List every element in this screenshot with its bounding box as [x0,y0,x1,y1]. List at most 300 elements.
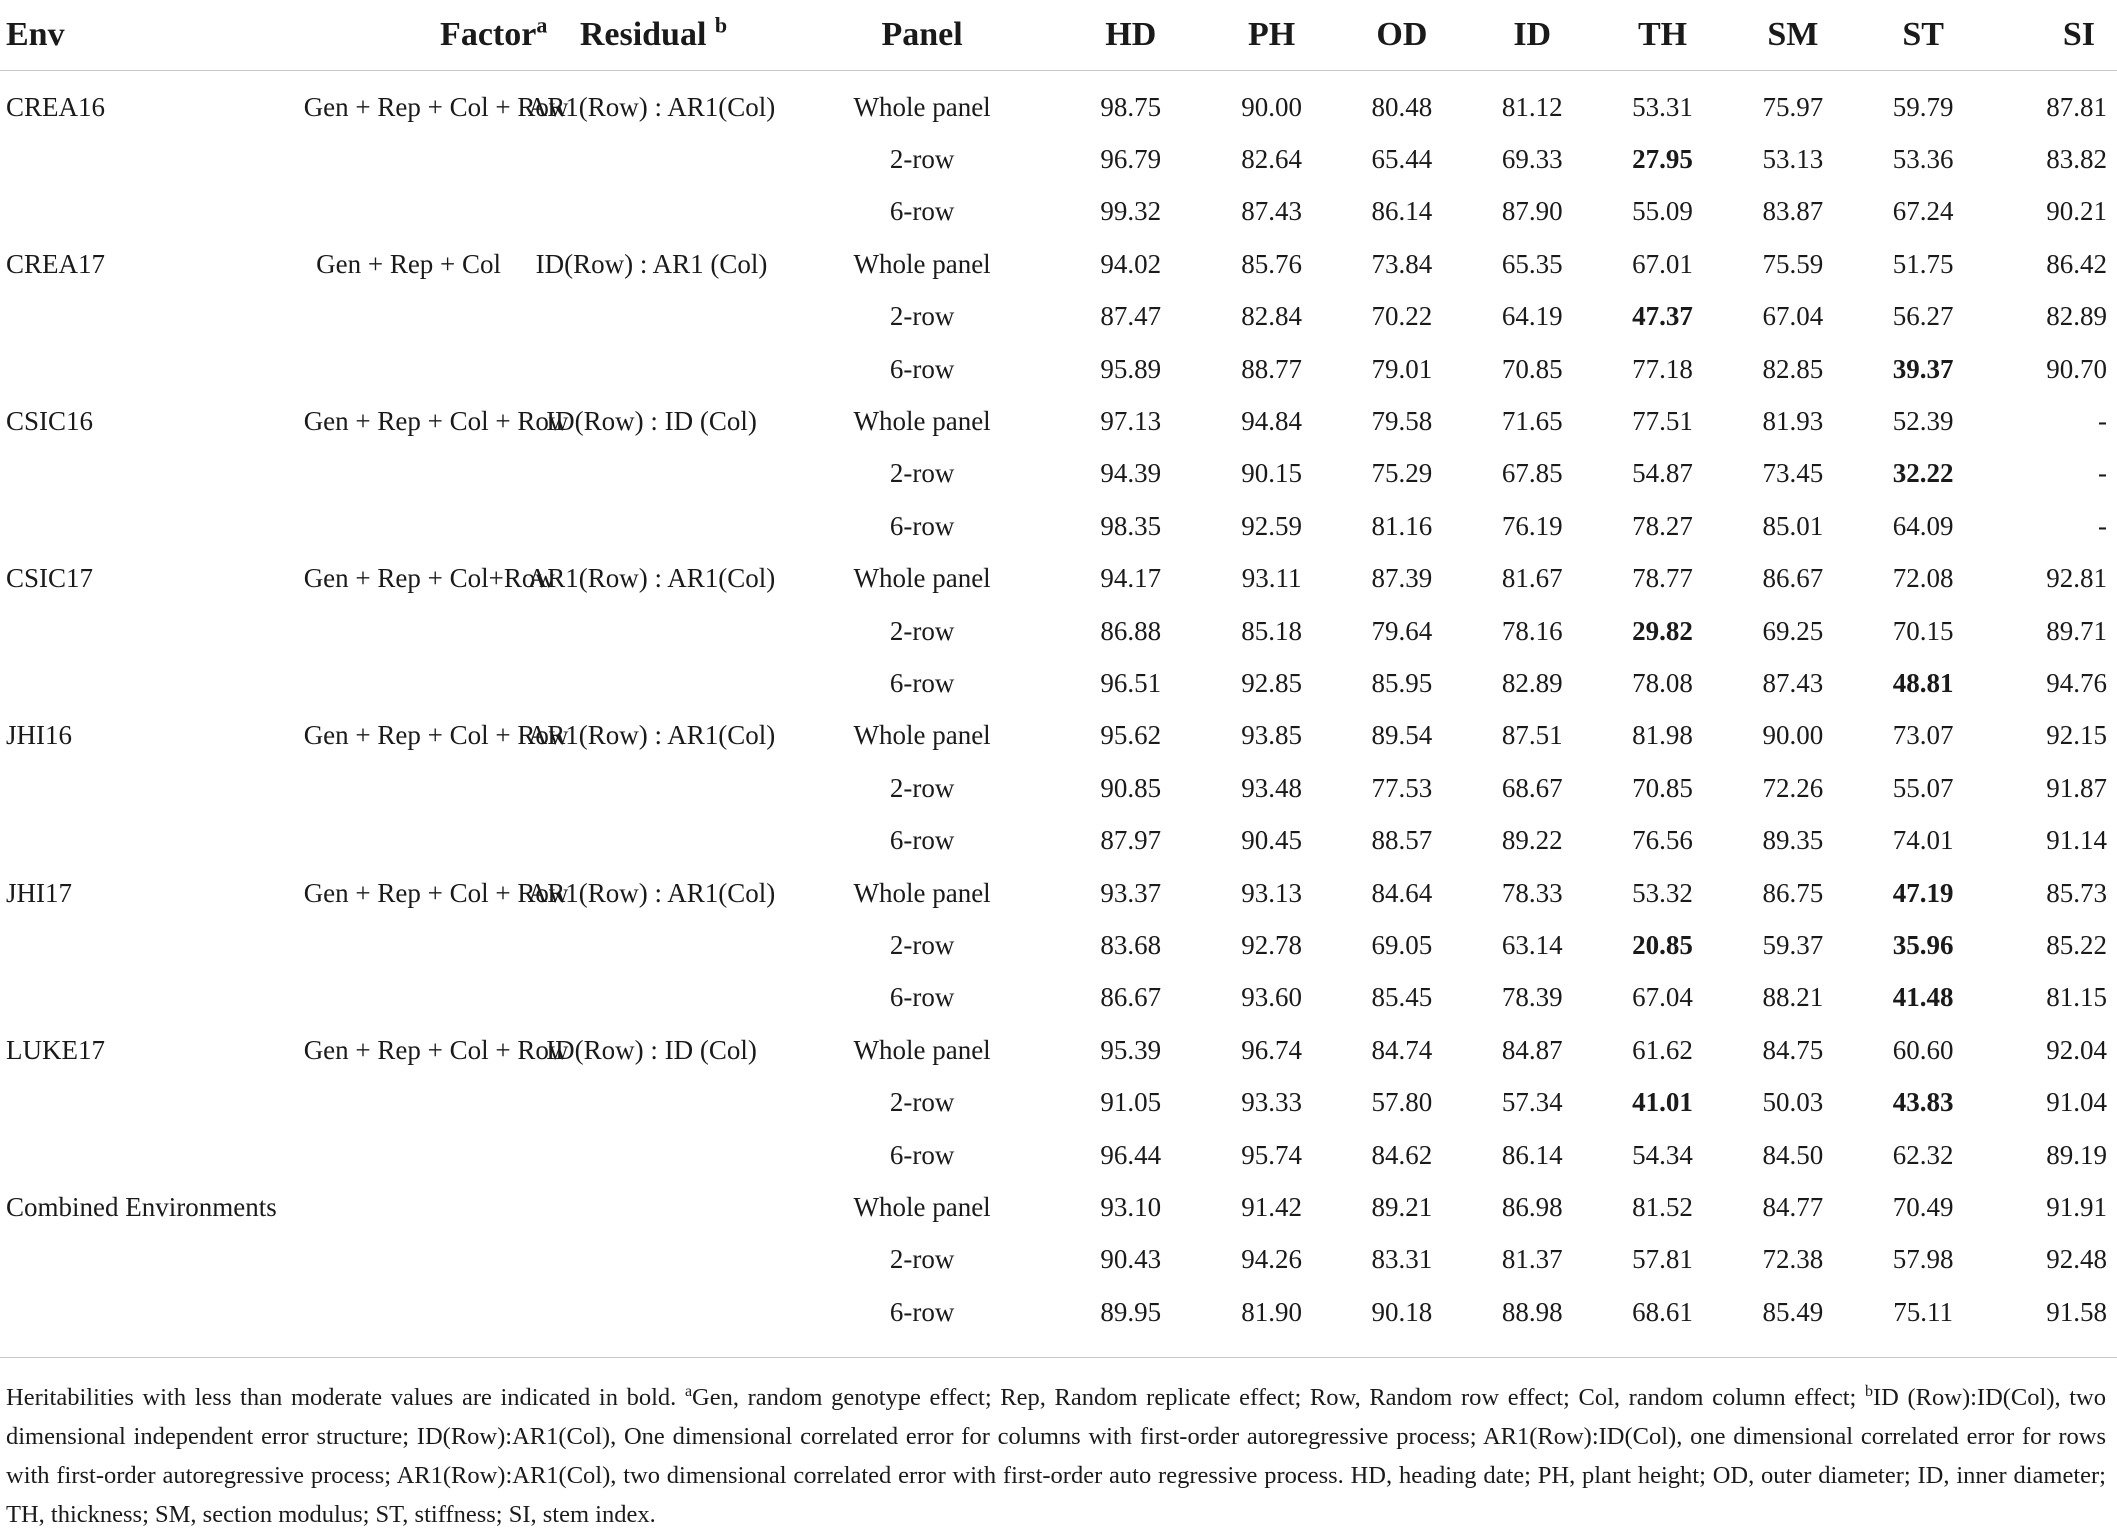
header-panel: Panel [790,0,1055,71]
residual-cell [514,762,790,814]
value-cell: 95.74 [1241,1139,1302,1170]
value-cell: 57.80 [1371,1087,1433,1118]
value-cell: 87.43 [1241,196,1302,227]
residual-cell [514,605,790,657]
factor-cell [304,291,514,343]
value-cell: 90.85 [1100,772,1162,803]
value-cell: 53.13 [1762,144,1824,175]
value-cell: 74.01 [1892,825,1954,856]
footnote-text: Gen, random genotype effect; Rep, Random replicate effect; Row, Random row effect; Col, random column effect; [692,1384,1866,1411]
env-cell [0,1234,304,1286]
factor-cell [304,657,514,709]
value-cell: 91.42 [1241,1191,1302,1222]
factor-cell [304,1234,514,1286]
residual-cell: ID(Row) : ID (Col) [546,406,757,437]
factor-cell [304,919,514,971]
panel-cell: 6-row [889,353,955,384]
value-cell: 83.31 [1371,1244,1433,1275]
value-cell: 87.39 [1371,563,1433,594]
residual-cell: ID(Row) : AR1 (Col) [535,248,768,279]
value-cell: 39.37 [1892,353,1954,384]
panel-cell: 6-row [889,196,955,227]
env-cell [0,343,304,395]
value-cell: 81.90 [1241,1296,1302,1327]
env-cell: CSIC16 [6,406,94,437]
value-cell: 86.67 [1762,563,1824,594]
value-cell: 91.04 [2046,1087,2107,1118]
table-row [0,343,2117,395]
value-cell: 82.85 [1762,353,1824,384]
factor-cell [304,1076,514,1128]
panel-cell: 2-row [889,1244,955,1275]
value-cell: 88.21 [1762,982,1824,1013]
value-cell: 59.37 [1762,929,1824,960]
value-cell: 59.79 [1892,91,1954,122]
env-cell: JHI17 [6,877,72,908]
residual-cell [514,291,790,343]
value-cell: 84.64 [1371,877,1433,908]
value-cell: 94.17 [1100,563,1162,594]
env-cell: CREA17 [6,248,106,279]
value-cell: 93.13 [1241,877,1302,908]
panel-cell: 6-row [889,982,955,1013]
value-cell: 81.37 [1501,1244,1563,1275]
value-cell: 69.05 [1371,929,1433,960]
residual-cell [514,919,790,971]
value-cell: 92.85 [1241,667,1302,698]
value-cell: 41.01 [1632,1087,1693,1118]
value-cell: 53.36 [1892,144,1954,175]
value-cell: 91.91 [2046,1191,2107,1222]
value-cell: 50.03 [1762,1087,1824,1118]
value-cell: 83.87 [1762,196,1824,227]
header-trait: SM [1728,0,1857,71]
value-cell: 67.04 [1632,982,1693,1013]
value-cell: 86.88 [1100,615,1162,646]
value-cell: 92.78 [1241,929,1302,960]
value-cell: 79.01 [1371,353,1433,384]
header-factor: Factor$^a$ [304,0,514,71]
value-cell: 78.08 [1632,667,1693,698]
header-trait: SI [1989,0,2117,71]
value-cell: 98.35 [1100,510,1162,541]
panel-cell: Whole panel [853,406,991,437]
value-cell: 60.60 [1892,1034,1954,1065]
env-cell [0,972,304,1024]
value-cell: 92.48 [2046,1244,2107,1275]
table-row [0,919,2117,971]
residual-cell [514,972,790,1024]
table-footnote [6,1378,2106,1534]
env-cell: JHI16 [6,720,72,751]
value-cell: 96.44 [1100,1139,1162,1170]
factor-cell: Gen + Rep + Col + Row [303,720,569,751]
value-cell: 87.81 [2046,91,2107,122]
panel-cell: 6-row [889,825,955,856]
env-cell [0,605,304,657]
value-cell: 53.32 [1632,877,1693,908]
value-cell: 83.82 [2046,144,2107,175]
env-cell: Combined Environments [6,1191,277,1222]
value-cell: 85.01 [1762,510,1824,541]
value-cell: 67.24 [1892,196,1954,227]
value-cell: 70.85 [1632,772,1693,803]
footnote-text: Heritabilities with less than moderate values are indicated in bold. [6,1384,685,1411]
value-cell: 85.18 [1241,615,1302,646]
value-cell: 90.00 [1241,91,1302,122]
value-cell: 93.10 [1100,1191,1162,1222]
value-cell: 77.18 [1632,353,1693,384]
value-cell: 92.04 [2046,1034,2107,1065]
value-cell: 89.21 [1371,1191,1433,1222]
value-cell: 99.32 [1100,196,1162,227]
value-cell: 41.48 [1892,982,1954,1013]
factor-cell: Gen + Rep + Col + Row [303,1034,569,1065]
panel-cell: 2-row [889,301,955,332]
value-cell: 72.26 [1762,772,1824,803]
value-cell: 96.51 [1100,667,1162,698]
value-cell: 90.43 [1100,1244,1162,1275]
value-cell: 85.49 [1762,1296,1824,1327]
value-cell: 20.85 [1632,929,1693,960]
panel-cell: 2-row [889,144,955,175]
table-row [0,1076,2117,1128]
table-row [0,1024,2117,1076]
panel-cell: 6-row [889,1296,955,1327]
value-cell: 56.27 [1892,301,1954,332]
value-cell: 89.19 [2046,1139,2107,1170]
value-cell: 92.15 [2046,720,2107,751]
value-cell: 91.05 [1100,1087,1162,1118]
table-row [0,553,2117,605]
value-cell: 63.14 [1501,929,1563,960]
header-trait: ID [1468,0,1597,71]
factor-cell [304,448,514,500]
env-cell [0,919,304,971]
residual-cell [514,1286,790,1338]
value-cell: 89.71 [2046,615,2107,646]
value-cell: 57.98 [1892,1244,1954,1275]
value-cell: 84.77 [1762,1191,1824,1222]
value-cell: 95.89 [1100,353,1162,384]
factor-cell [304,500,514,552]
value-cell: 94.26 [1241,1244,1302,1275]
value-cell: 85.95 [1371,667,1433,698]
value-cell: 67.85 [1501,458,1563,489]
value-cell: 76.56 [1632,825,1693,856]
value-cell: 94.02 [1100,248,1162,279]
table-row [0,867,2117,919]
table-row [0,133,2117,185]
factor-cell [304,343,514,395]
value-cell: 93.60 [1241,982,1302,1013]
panel-cell: Whole panel [853,1034,991,1065]
value-cell: 75.59 [1762,248,1824,279]
factor-cell [304,1181,514,1233]
residual-cell [514,814,790,866]
value-cell: 69.25 [1762,615,1824,646]
value-cell: 86.75 [1762,877,1824,908]
value-cell: 84.50 [1762,1139,1824,1170]
value-cell: 82.64 [1241,144,1302,175]
value-cell: 87.51 [1501,720,1563,751]
panel-cell: 6-row [889,1139,955,1170]
value-cell: 93.33 [1241,1087,1302,1118]
residual-cell: AR1(Row) : AR1(Col) [527,720,776,751]
table-row [0,448,2117,500]
panel-cell: 6-row [889,510,955,541]
value-cell: 85.22 [2046,929,2107,960]
env-cell [0,1286,304,1338]
value-cell: 94.39 [1100,458,1162,489]
value-cell: 32.22 [1892,458,1954,489]
value-cell: 81.15 [2046,982,2107,1013]
value-cell: 94.76 [2046,667,2107,698]
value-cell: 84.87 [1501,1034,1563,1065]
value-cell: 53.31 [1632,91,1693,122]
value-cell: 80.48 [1371,91,1433,122]
value-cell: 62.32 [1892,1139,1954,1170]
value-cell: 73.45 [1762,458,1824,489]
header-row [0,0,2117,71]
value-cell: 91.87 [2046,772,2107,803]
value-cell: 89.54 [1371,720,1433,751]
residual-cell [514,500,790,552]
value-cell: 92.59 [1241,510,1302,541]
value-cell: 93.37 [1100,877,1162,908]
value-cell: 78.27 [1632,510,1693,541]
value-cell: 67.01 [1632,248,1693,279]
table-row [0,395,2117,447]
residual-cell [514,1181,790,1233]
value-cell: 64.19 [1501,301,1563,332]
footnote-text: ID (Row):ID(Col), two dimensional independent error structure; ID(Row):AR1(Col), One dimensional correlated error for columns with first-order autoregressive process; AR1(Row):ID(Col), one dimensional correlated error for rows with first-order autoregressive process; AR1(Row):AR1(Col), two dimensional correlated error with first-order auto regressive process. HD, heading date; PH, plant height; OD, outer diameter; ID, inner diameter; TH, thickness; SM, section modulus; ST, stiffness; SI, stem index. [6,1384,2106,1528]
table-row [0,1286,2117,1338]
table-row [0,710,2117,762]
value-cell: 29.82 [1632,615,1693,646]
value-cell: 55.07 [1892,772,1954,803]
table-row [0,1129,2117,1181]
value-cell: 84.62 [1371,1139,1433,1170]
value-cell: 77.51 [1632,406,1693,437]
residual-cell [514,186,790,238]
table-row [0,500,2117,552]
residual-cell [514,343,790,395]
panel-cell: 2-row [889,615,955,646]
env-cell [0,133,304,185]
factor-cell: Gen + Rep + Col+Row [303,563,555,594]
value-cell: 81.16 [1371,510,1433,541]
value-cell: 70.49 [1892,1191,1954,1222]
value-cell: 68.61 [1632,1296,1693,1327]
header-trait: ST [1857,0,1988,71]
value-cell: 51.75 [1892,248,1954,279]
value-cell: 90.15 [1241,458,1302,489]
value-cell: 81.67 [1501,563,1563,594]
value-cell: 83.68 [1100,929,1162,960]
residual-cell: ID(Row) : ID (Col) [546,1034,757,1065]
table-row [0,1181,2117,1233]
table-row [0,238,2117,290]
value-cell: 89.95 [1100,1296,1162,1327]
value-cell: 73.07 [1892,720,1954,751]
value-cell: 68.67 [1501,772,1563,803]
residual-cell: AR1(Row) : AR1(Col) [527,91,776,122]
value-cell: 92.81 [2046,563,2107,594]
header-residual: Residual $^b$ [514,0,790,71]
value-cell: - [2098,510,2107,541]
value-cell: 88.57 [1371,825,1433,856]
env-cell: CSIC17 [6,563,94,594]
table-row [0,186,2117,238]
value-cell: 71.65 [1501,406,1563,437]
value-cell: 70.22 [1371,301,1433,332]
value-cell: 85.76 [1241,248,1302,279]
value-cell: 90.70 [2046,353,2107,384]
value-cell: 78.77 [1632,563,1693,594]
value-cell: 86.14 [1371,196,1433,227]
value-cell: 88.77 [1241,353,1302,384]
env-cell [0,762,304,814]
value-cell: 57.34 [1501,1087,1563,1118]
value-cell: 75.97 [1762,91,1824,122]
value-cell: 27.95 [1632,144,1693,175]
value-cell: 90.45 [1241,825,1302,856]
residual-cell [514,1129,790,1181]
env-cell [0,500,304,552]
table-row [0,814,2117,866]
value-cell: 78.39 [1501,982,1563,1013]
value-cell: - [2098,406,2107,437]
value-cell: - [2098,458,2107,489]
factor-cell: Gen + Rep + Col [316,248,502,279]
value-cell: 81.93 [1762,406,1824,437]
factor-cell [304,1129,514,1181]
value-cell: 89.22 [1501,825,1563,856]
env-cell [0,1129,304,1181]
panel-cell: 2-row [889,929,955,960]
table-row [0,972,2117,1024]
footnote-marker: a [684,1382,693,1400]
header-trait: OD [1336,0,1467,71]
value-cell: 95.62 [1100,720,1162,751]
panel-cell: 2-row [889,458,955,489]
value-cell: 43.83 [1892,1087,1954,1118]
residual-cell: AR1(Row) : AR1(Col) [527,877,776,908]
value-cell: 78.33 [1501,877,1563,908]
env-cell [0,186,304,238]
residual-cell [514,448,790,500]
residual-cell [514,1234,790,1286]
value-cell: 47.19 [1892,877,1954,908]
value-cell: 54.87 [1632,458,1693,489]
value-cell: 72.08 [1892,563,1954,594]
factor-cell: Gen + Rep + Col + Row [303,406,569,437]
value-cell: 65.35 [1501,248,1563,279]
value-cell: 98.75 [1100,91,1162,122]
table-row [0,605,2117,657]
value-cell: 70.85 [1501,353,1563,384]
value-cell: 73.84 [1371,248,1433,279]
value-cell: 97.13 [1100,406,1162,437]
factor-cell: Gen + Rep + Col + Row [303,91,569,122]
header-trait: HD [1055,0,1207,71]
panel-cell: 2-row [889,1087,955,1118]
table-bottom-rule [0,1357,2117,1358]
residual-cell [514,1076,790,1128]
value-cell: 79.58 [1371,406,1433,437]
value-cell: 90.18 [1371,1296,1433,1327]
value-cell: 57.81 [1632,1244,1693,1275]
value-cell: 77.53 [1371,772,1433,803]
table-row [0,657,2117,709]
env-cell: LUKE17 [6,1034,105,1065]
footnote-marker: b [1865,1382,1874,1400]
value-cell: 96.74 [1241,1034,1302,1065]
value-cell: 90.00 [1762,720,1824,751]
factor-cell [304,133,514,185]
value-cell: 87.97 [1100,825,1162,856]
table-body [0,71,2117,1339]
value-cell: 86.14 [1501,1139,1563,1170]
value-cell: 91.58 [2046,1296,2107,1327]
value-cell: 93.48 [1241,772,1302,803]
factor-cell [304,762,514,814]
value-cell: 93.85 [1241,720,1302,751]
table-row [0,1234,2117,1286]
value-cell: 95.39 [1100,1034,1162,1065]
residual-cell [514,133,790,185]
value-cell: 85.73 [2046,877,2107,908]
factor-cell [304,186,514,238]
value-cell: 82.89 [2046,301,2107,332]
value-cell: 81.98 [1632,720,1693,751]
value-cell: 87.43 [1762,667,1824,698]
value-cell: 48.81 [1892,667,1954,698]
env-cell [0,448,304,500]
value-cell: 96.79 [1100,144,1162,175]
factor-cell: Gen + Rep + Col + Row [303,877,569,908]
value-cell: 55.09 [1632,196,1693,227]
panel-cell: Whole panel [853,248,991,279]
value-cell: 86.42 [2046,248,2107,279]
value-cell: 35.96 [1892,929,1954,960]
header-trait: PH [1207,0,1336,71]
value-cell: 82.84 [1241,301,1302,332]
value-cell: 85.45 [1371,982,1433,1013]
panel-cell: Whole panel [853,877,991,908]
value-cell: 61.62 [1632,1034,1693,1065]
header-trait: TH [1597,0,1728,71]
panel-cell: 2-row [889,772,955,803]
value-cell: 89.35 [1762,825,1824,856]
value-cell: 82.89 [1501,667,1563,698]
value-cell: 91.14 [2046,825,2107,856]
value-cell: 52.39 [1892,406,1954,437]
value-cell: 87.47 [1100,301,1162,332]
panel-cell: Whole panel [853,720,991,751]
value-cell: 84.74 [1371,1034,1433,1065]
value-cell: 70.15 [1892,615,1954,646]
factor-cell [304,1286,514,1338]
value-cell: 78.16 [1501,615,1563,646]
env-cell: CREA16 [6,91,106,122]
value-cell: 76.19 [1501,510,1563,541]
table-row [0,71,2117,134]
value-cell: 54.34 [1632,1139,1693,1170]
panel-cell: 6-row [889,667,955,698]
value-cell: 64.09 [1892,510,1954,541]
